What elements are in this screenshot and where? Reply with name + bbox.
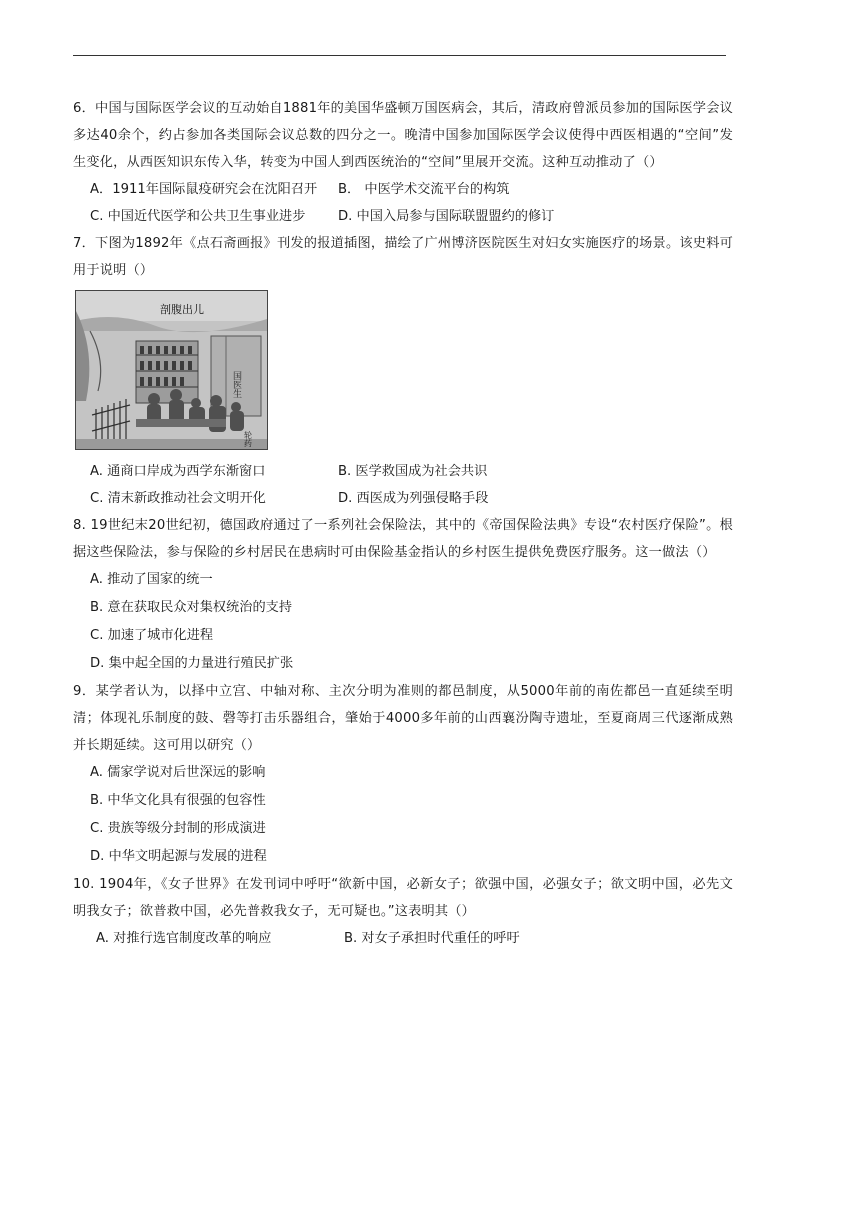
question-10-option-a[interactable]: A. 对推行选官制度改革的响应 bbox=[96, 931, 272, 946]
question-7-option-d[interactable]: D. 西医成为列强侵略手段 bbox=[338, 491, 489, 506]
question-10-options-row-1 bbox=[73, 925, 733, 952]
question-6-option-a[interactable]: A．1911年国际鼠疫研究会在沈阳召开 bbox=[90, 182, 318, 197]
question-8 bbox=[73, 512, 733, 678]
question-6-option-b[interactable]: B． 中医学术交流平台的构筑 bbox=[338, 182, 510, 197]
question-6-options-row-1 bbox=[73, 176, 733, 203]
illustration-title: 剖腹出儿 bbox=[160, 303, 204, 316]
question-7-option-b[interactable]: B. 医学救国成为社会共识 bbox=[338, 464, 488, 479]
question-9-option-d[interactable]: D. 中华文明起源与发展的进程 bbox=[90, 849, 267, 864]
question-7-stem: 7．下图为1892年《点石斋画报》刊发的报道插图，描绘了广州博济医院医生对妇女实施医疗的场景。该史料可用于说明（） bbox=[73, 236, 733, 278]
question-7 bbox=[73, 230, 733, 512]
question-8-option-c[interactable]: C. 加速了城市化进程 bbox=[90, 628, 214, 643]
question-8-option-d[interactable]: D. 集中起全国的力量进行殖民扩张 bbox=[90, 656, 294, 671]
question-list bbox=[73, 95, 733, 952]
question-6 bbox=[73, 95, 733, 230]
dianshizhai-illustration bbox=[75, 290, 268, 450]
illustration-image bbox=[76, 291, 267, 449]
question-9-option-b[interactable]: B. 中华文化具有很强的包容性 bbox=[90, 793, 266, 808]
question-7-option-c[interactable]: C. 清末新政推动社会文明开化 bbox=[90, 491, 266, 506]
question-7-options-row-1 bbox=[73, 458, 733, 485]
question-9-stem: 9．某学者认为，以择中立宫、中轴对称、主次分明为准则的都邑制度，从5000年前的南佐都邑一直延续至明清；体现礼乐制度的鼓、磬等打击乐器组合，肇始于4000多年前的山西襄汾陶寺遗址，至夏商周三代逐渐成熟并长期延续。这可用以研究（） bbox=[73, 684, 733, 753]
question-9-option-a[interactable]: A. 儒家学说对后世深远的影响 bbox=[90, 765, 266, 780]
question-6-stem: 6．中国与国际医学会议的互动始自1881年的美国华盛顿万国医病会，其后，清政府曾派员参加的国际医学会议多达40余个，约占参加各类国际会议总数的四分之一。晚清中国参加国际医学会议使得中西医相遇的“空间”发生变化，从西医知识东传入华，转变为中国人到西医统治的“空间”里展开交流。这种互动推动了（） bbox=[73, 101, 733, 170]
question-8-stem: 8. 19世纪末20世纪初，德国政府通过了一系列社会保险法，其中的《帝国保险法典》专设“农村医疗保险”。根据这些保险法，参与保险的乡村居民在患病时可由保险基金指认的乡村医生提供免费医疗服务。这一做法（） bbox=[73, 518, 733, 560]
question-7-option-a[interactable]: A. 通商口岸成为西学东渐窗口 bbox=[90, 464, 266, 479]
question-9 bbox=[73, 678, 733, 871]
question-10-stem: 10. 1904年，《女子世界》在发刊词中呼吁“欲新中国，必新女子；欲强中国，必强女子；欲文明中国，必先文明我女子；欲普救中国，必先普救我女子，无可疑也。”这表明其（） bbox=[73, 877, 733, 919]
question-10-option-b[interactable]: B. 对女子承担时代重任的呼吁 bbox=[344, 931, 520, 946]
question-6-options-row-2 bbox=[73, 203, 733, 230]
question-6-option-d[interactable]: D. 中国入局参与国际联盟盟约的修订 bbox=[338, 209, 555, 224]
illustration-corner-text: 轮药 bbox=[243, 431, 253, 447]
illustration-side-text: 国医生 bbox=[231, 371, 241, 398]
question-6-option-c[interactable]: C. 中国近代医学和公共卫生事业进步 bbox=[90, 209, 306, 224]
question-9-option-c[interactable]: C. 贵族等级分封制的形成演进 bbox=[90, 821, 266, 836]
question-10 bbox=[73, 871, 733, 952]
header-rule bbox=[73, 55, 726, 56]
question-8-option-b[interactable]: B. 意在获取民众对集权统治的支持 bbox=[90, 600, 293, 615]
question-7-options-row-2 bbox=[73, 485, 733, 512]
question-8-option-a[interactable]: A. 推动了国家的统一 bbox=[90, 572, 213, 587]
